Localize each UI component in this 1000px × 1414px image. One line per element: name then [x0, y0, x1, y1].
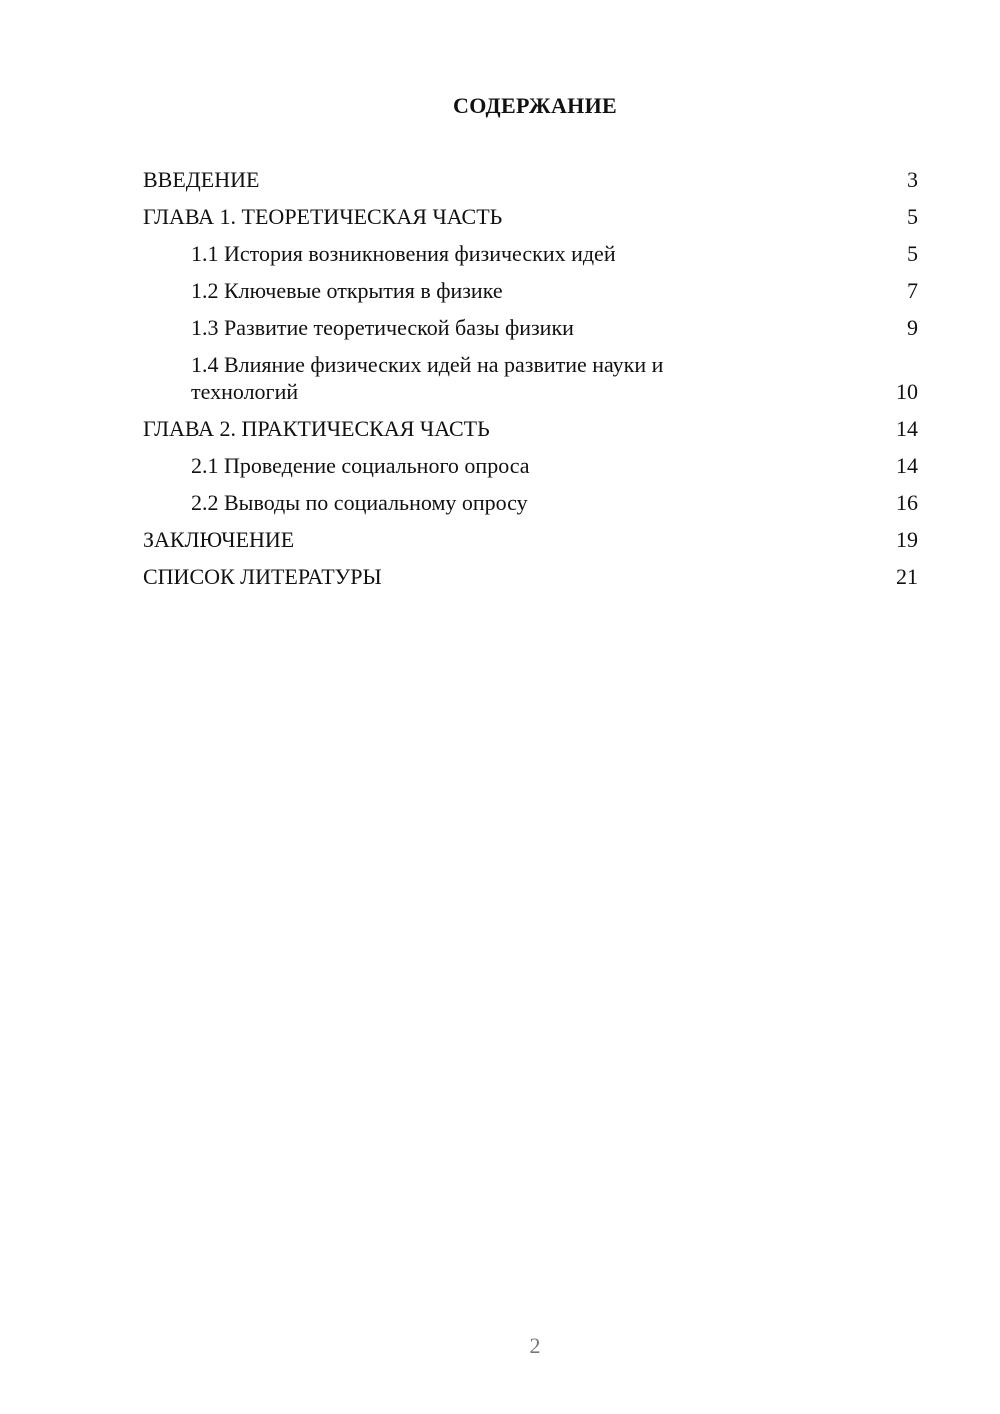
- toc-entry-page: 19: [896, 527, 918, 552]
- toc-entry-section-1-4[interactable]: [143, 351, 918, 405]
- toc-entry-label: 2.2 Выводы по социальному опросу: [191, 490, 528, 515]
- toc-entry-section-2-1[interactable]: [143, 452, 918, 479]
- toc-entry-page: 14: [896, 453, 918, 478]
- toc-entry-page: 10: [896, 379, 918, 404]
- toc-entry-label: ВВЕДЕНИЕ: [143, 167, 260, 192]
- toc-entry-label: 1.4 Влияние физических идей на развитие науки и технологий: [191, 352, 664, 404]
- toc-entry-page: 21: [896, 564, 918, 589]
- toc-entry-page: 7: [907, 278, 918, 303]
- toc-entry-section-1-3[interactable]: [143, 314, 918, 341]
- toc-entry-page: 5: [907, 241, 918, 266]
- toc-entry-page: 9: [907, 315, 918, 340]
- toc-entry-introduction[interactable]: [143, 166, 918, 193]
- toc-title: СОДЕРЖАНИЕ: [453, 93, 617, 118]
- toc-entry-page: 16: [896, 490, 918, 515]
- toc-entry-chapter-1[interactable]: [143, 203, 918, 230]
- toc-entry-label: 1.1 История возникновения физических идей: [191, 241, 616, 266]
- toc-entry-label: ГЛАВА 2. ПРАКТИЧЕСКАЯ ЧАСТЬ: [143, 416, 490, 441]
- toc-entry-label: ГЛАВА 1. ТЕОРЕТИЧЕСКАЯ ЧАСТЬ: [143, 204, 503, 229]
- page-number: 2: [529, 1333, 541, 1358]
- toc-entry-page: 5: [907, 204, 918, 229]
- toc-entry-section-2-2[interactable]: [143, 489, 918, 516]
- toc-entry-section-1-1[interactable]: [143, 240, 918, 267]
- toc-entry-references[interactable]: [143, 563, 918, 590]
- toc-entry-page: 3: [907, 167, 918, 192]
- toc-entry-conclusion[interactable]: [143, 526, 918, 553]
- toc-entry-page: 14: [896, 416, 918, 441]
- toc-entry-label: 1.3 Развитие теоретической базы физики: [191, 315, 574, 340]
- toc-entry-label: 1.2 Ключевые открытия в физике: [191, 278, 503, 303]
- toc-entry-label: 2.1 Проведение социального опроса: [191, 453, 530, 478]
- table-of-contents: [143, 166, 918, 600]
- toc-entry-section-1-2[interactable]: [143, 277, 918, 304]
- toc-entry-label: СПИСОК ЛИТЕРАТУРЫ: [143, 564, 382, 589]
- toc-entry-label: ЗАКЛЮЧЕНИЕ: [143, 527, 295, 552]
- toc-entry-chapter-2[interactable]: [143, 415, 918, 442]
